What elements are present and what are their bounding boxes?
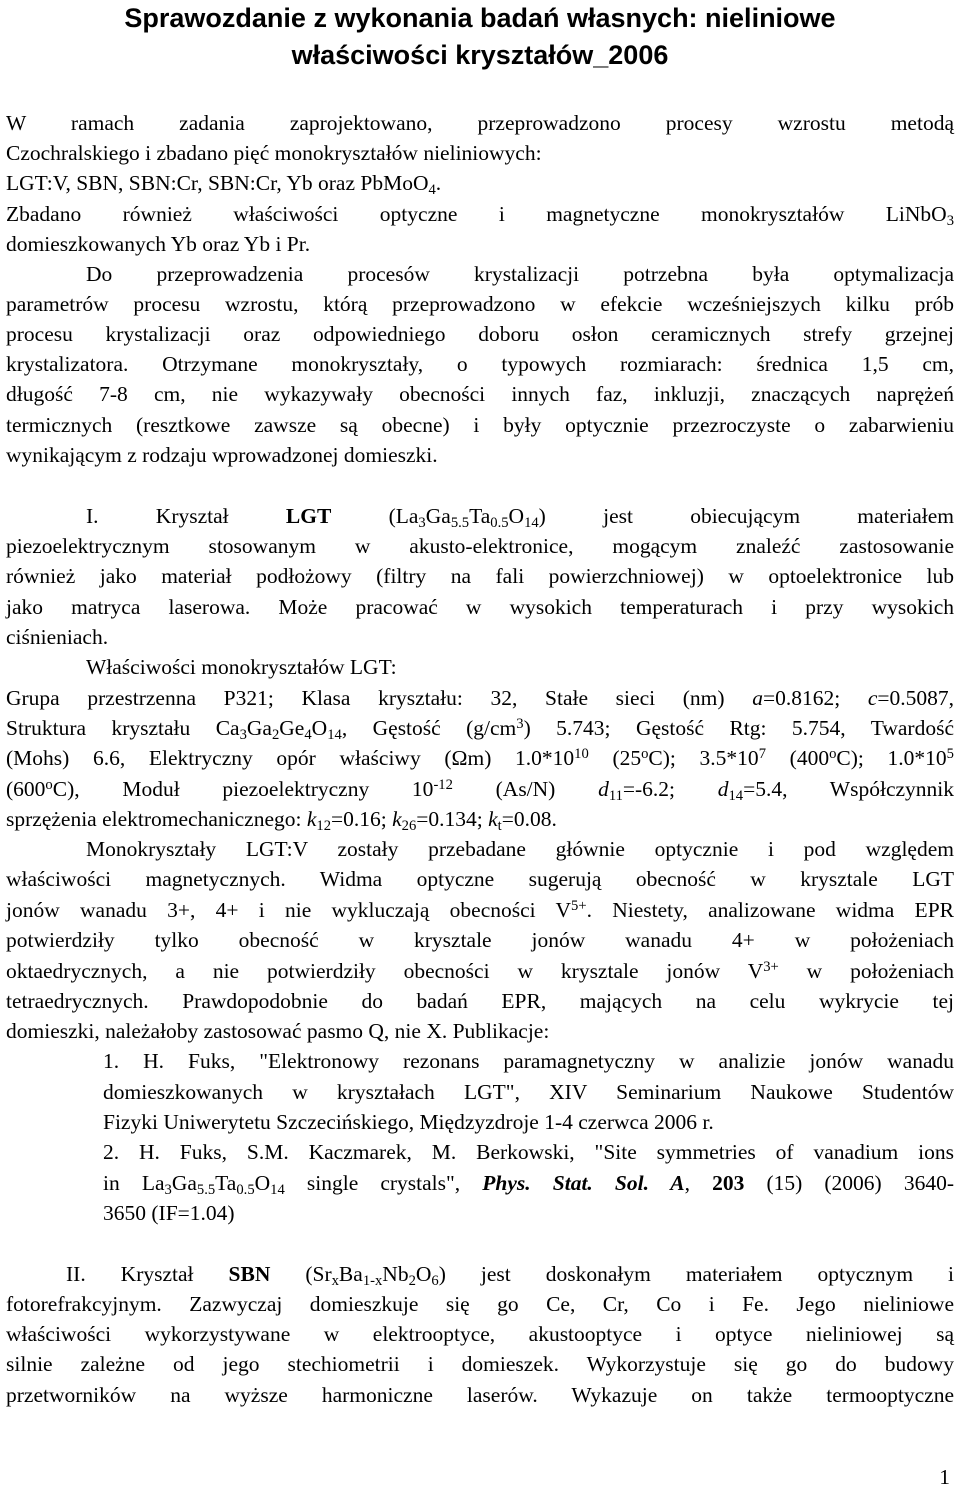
- text-line: procesu krystalizacji oraz odpowiedniego doboru osłon ceramicznych strefy grzejnej: [6, 322, 954, 346]
- text-line: domieszkowanych w kryształach LGT", XIV Seminarium Naukowe Studentów: [103, 1080, 954, 1104]
- text-line: jonów wanadu 3+, 4+ i nie wykluczają obecności $V^{5+}$. Niestety, analizowane widma EPR: [6, 897, 954, 922]
- text-line: sprzężenia elektromechanicznego: $k_{12}=0.16$; $k_{26}=0.134$; $k_t=0.08$.: [6, 807, 557, 835]
- text-line: 2. H. Fuks, S.M. Kaczmarek, M. Berkowski, "Site symmetries of vanadium ions: [103, 1140, 954, 1164]
- text-line: LGT:V, SBN, SBN:Cr, SBN:Cr, Yb oraz PbMoO$_4$.: [6, 171, 442, 199]
- text-line: parametrów procesu wzrostu, którą przeprowadzono w efekcie wcześniejszych kilku prób: [6, 292, 954, 316]
- text-line: krystalizatora. Otrzymane monokryształy, o typowych rozmiarach: średnica 1,5 cm,: [6, 352, 954, 376]
- page-number: 1: [939, 1465, 950, 1489]
- text-line: piezoelektrycznym stosowanym w akusto-elektronice, mogącym znaleźć zastosowanie: [6, 534, 954, 558]
- text-line: I. Kryształ LGT $(La_3Ga_{5.5}Ta_{0.5}O_{14})$ jest obiecującym materiałem: [86, 504, 955, 532]
- text-line: Grupa przestrzenna P321; Klasa kryształu: 32, Stałe sieci (nm) a=0.8162; c=0.5087,: [6, 686, 954, 710]
- text-line: fotorefrakcyjnym. Zazwyczaj domieszkuje się go Ce, Cr, Co i Fe. Jego nieliniowe: [6, 1292, 954, 1316]
- text-line: Do przeprowadzenia procesów krystalizacji potrzebna była optymalizacja: [86, 262, 954, 286]
- text-line: Czochralskiego i zbadano pięć monokryształów nieliniowych:: [6, 141, 542, 165]
- text-line: wynikającym z rodzaju wprowadzonej domieszki.: [6, 443, 438, 467]
- text-line: W ramach zadania zaprojektowano, przeprowadzono procesy wzrostu metodą: [6, 111, 954, 135]
- document-title-line-1: Sprawozdanie z wykonania badań własnych: nieliniowe: [124, 3, 836, 33]
- text-line: Monokryształy LGT:V zostały przebadane głównie optycznie i pod względem: [86, 837, 954, 861]
- text-line: przetworników na wyższe harmoniczne laserów. Wykazuje on także termooptyczne: [6, 1383, 954, 1407]
- text-line: 1. H. Fuks, "Elektronowy rezonans paramagnetyczny w analizie jonów wanadu: [103, 1049, 954, 1073]
- text-line: tetraedrycznych. Prawdopodobnie do badań EPR, mających na celu wykrycie tej: [6, 989, 954, 1013]
- text-line: (Mohs) 6.6, Elektryczny opór właściwy (Ωm) $1.0*10^{10}$ (25$^o$C); $3.5*10^7$ (400$^o$C); $1.0*10^5$: [6, 745, 954, 770]
- text-line: Fizyki Uniwerytetu Szczecińskiego, Międzyzdroje 1-4 czerwca 2006 r.: [103, 1110, 714, 1134]
- text-line: właściwości wykorzystywane w elektrooptyce, akustooptyce i optyce nieliniowej są: [6, 1322, 954, 1346]
- text-line: II. Kryształ SBN $(Sr_xBa_{1-x}Nb_2O_6)$ jest doskonałym materiałem optycznym i: [66, 1262, 955, 1290]
- text-line: (600$^o$C), Moduł piezoelektryczny $10^{-12}$ (As/N) $d_{11}=-6.2$; $d_{14}=5.4$, Współczynnik: [6, 776, 955, 805]
- text-line: 3650 (IF=1.04): [103, 1201, 235, 1225]
- text-line: termicznych (resztkowe zawsze są obecne) i były optycznie przezroczyste o zabarwieniu: [6, 413, 954, 437]
- text-line: oktaedrycznych, a nie potwierdziły obecności w krysztale jonów $V^{3+}$ w położeniach: [6, 958, 954, 983]
- text-line: Właściwości monokryształów LGT:: [86, 655, 397, 679]
- text-line: domieszkowanych Yb oraz Yb i Pr.: [6, 232, 311, 256]
- text-line: silnie zależne od jego stechiometrii i domieszek. Wykorzystuje się go do budowy: [6, 1352, 954, 1376]
- text-line: in $La_3Ga_{5.5}Ta_{0.5}O_{14}$ single crystals", Phys. Stat. Sol. A, 203 (15) (2006) 3640-: [103, 1171, 954, 1199]
- text-line: Zbadano również właściwości optyczne i magnetyczne monokryształów LiNbO$_3$: [6, 202, 954, 230]
- text-line: jako matryca laserowa. Może pracować w wysokich temperaturach i przy wysokich: [6, 595, 954, 619]
- text-line: potwierdziły tylko obecność w krysztale jonów wanadu 4+ w położeniach: [6, 928, 954, 952]
- text-line: ciśnieniach.: [6, 625, 109, 649]
- text-line: również jako materiał podłożowy (filtry na fali powierzchniowej) w optoelektronice lub: [6, 564, 954, 588]
- text-line: długość 7-8 cm, nie wykazywały obecności innych faz, inkluzji, znaczących naprężeń: [6, 382, 954, 406]
- text-line: Struktura kryształu $Ca_3Ga_2Ge_4O_{14}$, Gęstość $(g/cm^3)$ 5.743; Gęstość Rtg: 5.754, Twardość: [6, 715, 955, 744]
- text-line: domieszki, należałoby zastosować pasmo Q, nie X. Publikacje:: [6, 1019, 550, 1043]
- text-line: właściwości magnetycznych. Widma optyczne sugerują obecność w krysztale LGT: [6, 867, 954, 891]
- document-title-line-2: właściwości kryształów_2006: [291, 40, 669, 70]
